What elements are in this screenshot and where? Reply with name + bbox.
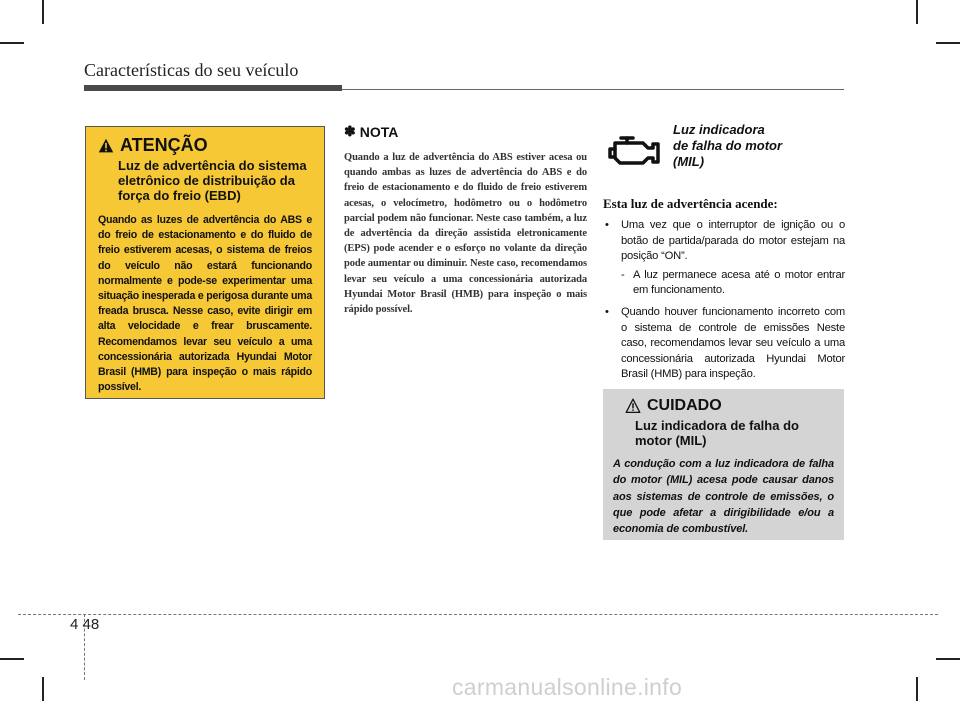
crop-mark xyxy=(916,0,918,24)
nota-title-row xyxy=(344,123,587,140)
crop-mark xyxy=(0,658,24,660)
watermark: carmanualsonline.info xyxy=(452,674,683,700)
caution-title-row xyxy=(625,397,834,415)
list-item-text: Quando houver funcionamento incorreto com o sistema de controle de emissões Neste caso, recomendamos levar seu veículo a uma concessionária autorizada Hyundai Motor Brasil (HMB) para inspeção. xyxy=(621,305,845,381)
list-subitem-text: A luz permanece acesa até o motor entrar em funcionamento. xyxy=(633,268,845,297)
nota-symbol: ✽ xyxy=(344,123,356,139)
warning-subtitle: Luz de advertência do sistema eletrônico de distribuição da força do freio (EBD) xyxy=(118,158,307,203)
list-item-text: Uma vez que o interruptor de ignição ou o botão de partida/parada do motor estejam na posição “ON”. xyxy=(621,219,845,263)
nota-section xyxy=(344,123,587,317)
nota-body: Quando a luz de advertência do ABS estiver acesa ou quando ambas as luzes de advertência do ABS e do freio de estacionamento e do fluido de freio estiverem acesas, o velocímetro, hodômetro ou o hodômetro parcial podem não funcionar. Neste caso também, a luz de advertência da direção assistida eletronicamente (EPS) pode acender e o esforço no volante da direção pode aumentar ou diminuir. Neste caso, recomendamos levar seu veículo a uma concessionária autorizada Hyundai Motor Brasil (HMB) para inspeção o mais rápido possível. xyxy=(344,152,587,316)
list-item xyxy=(603,218,845,265)
mil-label xyxy=(673,122,782,170)
page-number: 4 48 xyxy=(70,616,100,633)
list-subitem xyxy=(603,268,845,299)
bullet: • xyxy=(605,305,609,318)
warning-title-row xyxy=(98,135,312,156)
caution-body: A condução com a luz indicadora de falha do motor (MIL) acesa pode causar danos aos sistemas de controle de emissões, o que pode afetar a dirigibilidade e/ou a economia de combustível. xyxy=(613,458,834,536)
footer-rule xyxy=(18,614,938,615)
mil-label-line: (MIL) xyxy=(673,154,705,169)
warning-triangle-icon xyxy=(98,138,114,154)
mil-subheading: Esta luz de advertência acende: xyxy=(603,196,778,211)
mil-list xyxy=(603,218,845,383)
warning-box xyxy=(85,126,325,399)
mil-label-line: Luz indicadora xyxy=(673,122,765,137)
page-header-title: Características do seu veículo xyxy=(84,60,299,80)
crop-mark xyxy=(0,42,24,44)
header-rule-thin xyxy=(342,89,844,90)
nota-title: NOTA xyxy=(359,123,399,140)
caution-triangle-icon xyxy=(625,398,641,414)
engine-check-icon xyxy=(607,130,661,170)
crop-mark xyxy=(936,42,960,44)
warning-title: ATENÇÃO xyxy=(120,135,208,155)
crop-mark xyxy=(42,0,44,24)
mil-section xyxy=(603,122,845,383)
caution-box xyxy=(603,389,844,540)
list-item xyxy=(603,305,845,383)
crop-mark xyxy=(916,677,918,701)
dash: - xyxy=(621,268,625,281)
crop-mark xyxy=(936,658,960,660)
caution-subtitle: Luz indicadora de falha do motor (MIL) xyxy=(635,418,799,448)
header-rule xyxy=(84,85,342,91)
mil-label-line: de falha do motor xyxy=(673,138,783,153)
warning-body: Quando as luzes de advertência do ABS e do freio de estacionamento e do fluido de freio estiverem acesas, o sistema de freios do veículo não estará funcionando normalmente e pode-se experimentar uma situação inesperada e perigosa durante uma freada brusca. Nesse caso, evite dirigir em alta velocidade e frear bruscamente. Recomendamos levar seu veículo a uma concessionária autorizada Hyundai Motor Brasil (HMB) para inspeção o mais rápido possível. xyxy=(98,214,312,394)
caution-title: CUIDADO xyxy=(647,397,722,414)
crop-mark xyxy=(42,677,44,701)
mil-header xyxy=(603,122,845,170)
bullet: • xyxy=(605,219,609,231)
